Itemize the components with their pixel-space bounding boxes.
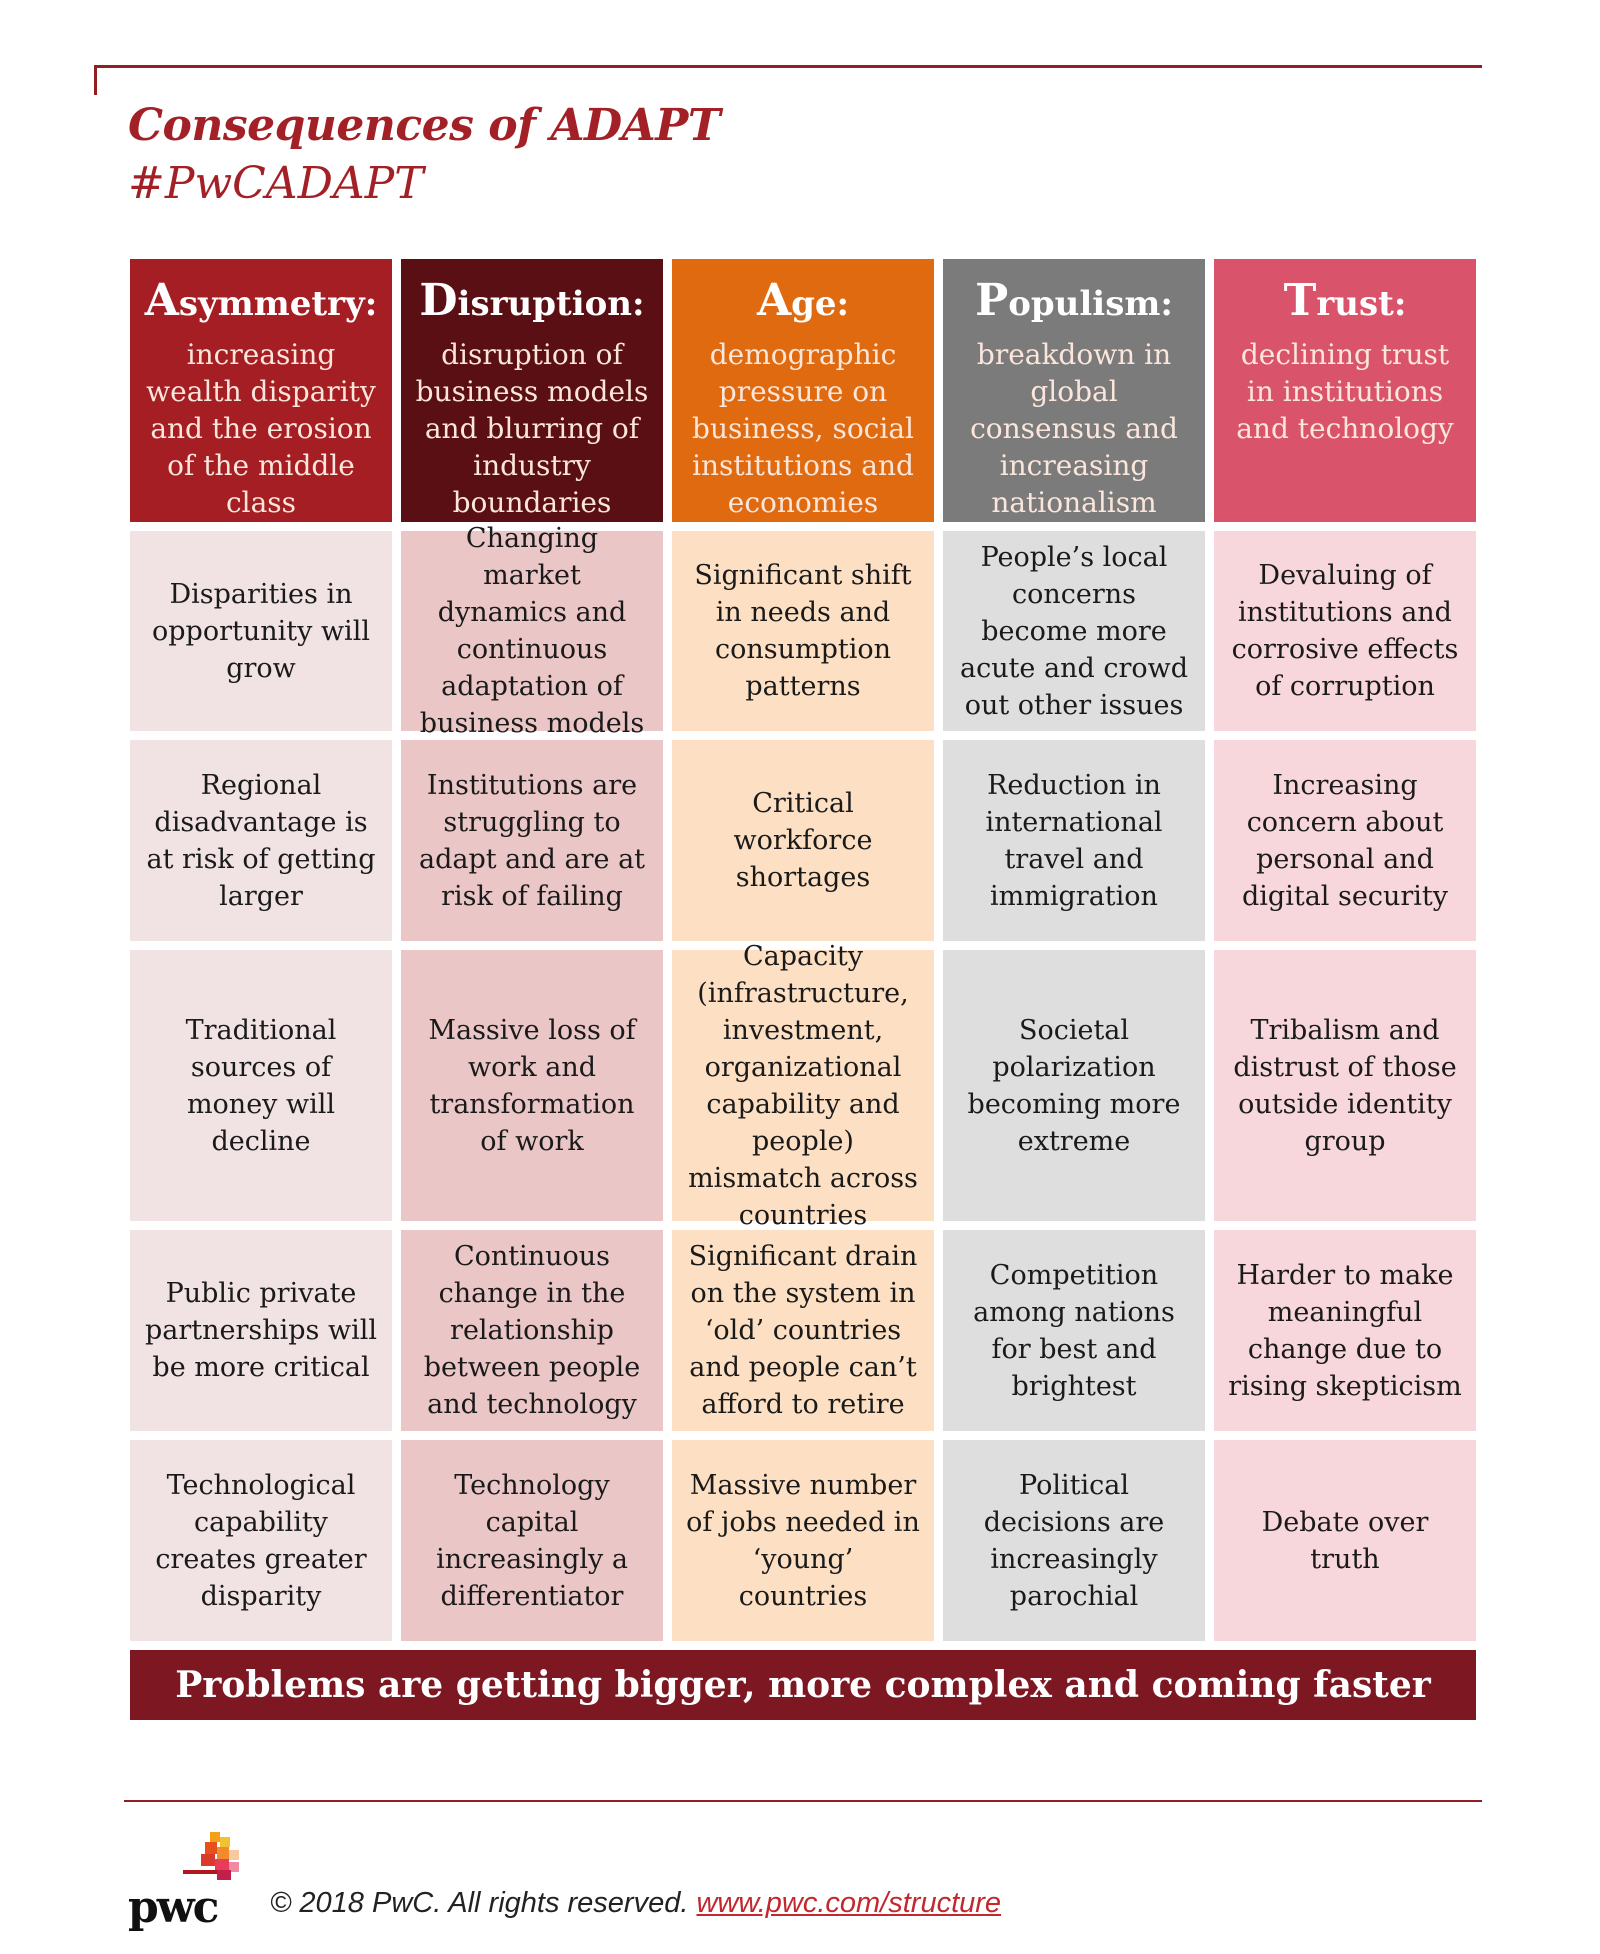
structure-link[interactable]: www.pwc.com/structure — [696, 1887, 1002, 1919]
header-age — [672, 259, 934, 522]
grid-cell: Capacity (infrastructure, investment, organizational capability and people) mismatch across countries — [672, 950, 934, 1221]
grid-cell: Continuous change in the relationship between people and technology — [401, 1230, 663, 1431]
grid-cell: Changing market dynamics and continuous adaptation of business models — [401, 531, 663, 731]
header-asymmetry — [130, 259, 392, 522]
summary-banner: Problems are getting bigger, more complex and coming faster — [130, 1650, 1476, 1720]
grid-cell: Regional disadvantage is at risk of getting larger — [130, 740, 392, 941]
header-initial: A — [756, 275, 792, 326]
top-rule — [94, 65, 1482, 68]
header-word-rest: ge: — [791, 284, 850, 324]
header-disruption — [401, 259, 663, 522]
grid-cell: Disparities in opportunity will grow — [130, 531, 392, 731]
header-initial: A — [144, 275, 179, 326]
grid-cell: Technology capital increasingly a differentiator — [401, 1440, 663, 1641]
hashtag: #PwCADAPT — [128, 158, 424, 209]
header-word-rest: opulism: — [1008, 284, 1173, 324]
header-description: increasing wealth disparity and the erosion of the middle class — [146, 338, 376, 519]
grid-cell: Devaluing of institutions and corrosive effects of corruption — [1214, 531, 1476, 731]
header-word-rest: symmetry: — [178, 284, 378, 324]
grid-cell: Massive number of jobs needed in ‘young’ countries — [672, 1440, 934, 1641]
grid-cell: People’s local concerns become more acute and crowd out other issues — [943, 531, 1205, 731]
grid-cell: Technological capability creates greater disparity — [130, 1440, 392, 1641]
page-title: Consequences of ADAPT — [128, 100, 721, 151]
header-word-rest: isruption: — [457, 284, 645, 324]
copyright — [270, 1887, 1001, 1920]
header-initial: T — [1283, 275, 1317, 326]
adapt-grid — [130, 259, 1476, 1641]
grid-cell: Significant shift in needs and consumption patterns — [672, 531, 934, 731]
grid-cell: Political decisions are increasingly parochial — [943, 1440, 1205, 1641]
top-rule-tick — [94, 65, 97, 95]
header-description: demographic pressure on business, social institutions and economies — [692, 338, 914, 519]
grid-cell: Harder to make meaningful change due to rising skepticism — [1214, 1230, 1476, 1431]
grid-cell: Significant drain on the system in ‘old’ countries and people can’t afford to retire — [672, 1230, 934, 1431]
grid-cell: Debate over truth — [1214, 1440, 1476, 1641]
pwc-logo — [128, 1832, 258, 1932]
grid-cell: Institutions are struggling to adapt and are at risk of failing — [401, 740, 663, 941]
grid-cell: Reduction in international travel and immigration — [943, 740, 1205, 941]
header-initial: P — [975, 275, 1009, 326]
pwc-logo-text: pwc — [128, 1882, 218, 1933]
header-trust — [1214, 259, 1476, 522]
grid-cell: Societal polarization becoming more extreme — [943, 950, 1205, 1221]
header-description: declining trust in institutions and technology — [1236, 338, 1454, 445]
header-populism — [943, 259, 1205, 522]
header-word-rest: rust: — [1316, 284, 1407, 324]
grid-cell: Public private partnerships will be more critical — [130, 1230, 392, 1431]
grid-cell: Massive loss of work and transformation of work — [401, 950, 663, 1221]
bottom-rule — [124, 1800, 1482, 1802]
grid-cell: Competition among nations for best and brightest — [943, 1230, 1205, 1431]
pwc-logo-mark-icon — [183, 1832, 243, 1882]
grid-cell: Critical workforce shortages — [672, 740, 934, 941]
copyright-text: © 2018 PwC. All rights reserved. — [270, 1887, 689, 1919]
grid-cell: Tribalism and distrust of those outside identity group — [1214, 950, 1476, 1221]
header-initial: D — [419, 275, 458, 326]
header-description: disruption of business models and blurring of industry boundaries — [415, 338, 649, 519]
header-description: breakdown in global consensus and increasing nationalism — [970, 338, 1178, 519]
grid-cell: Traditional sources of money will decline — [130, 950, 392, 1221]
grid-cell: Increasing concern about personal and digital security — [1214, 740, 1476, 941]
